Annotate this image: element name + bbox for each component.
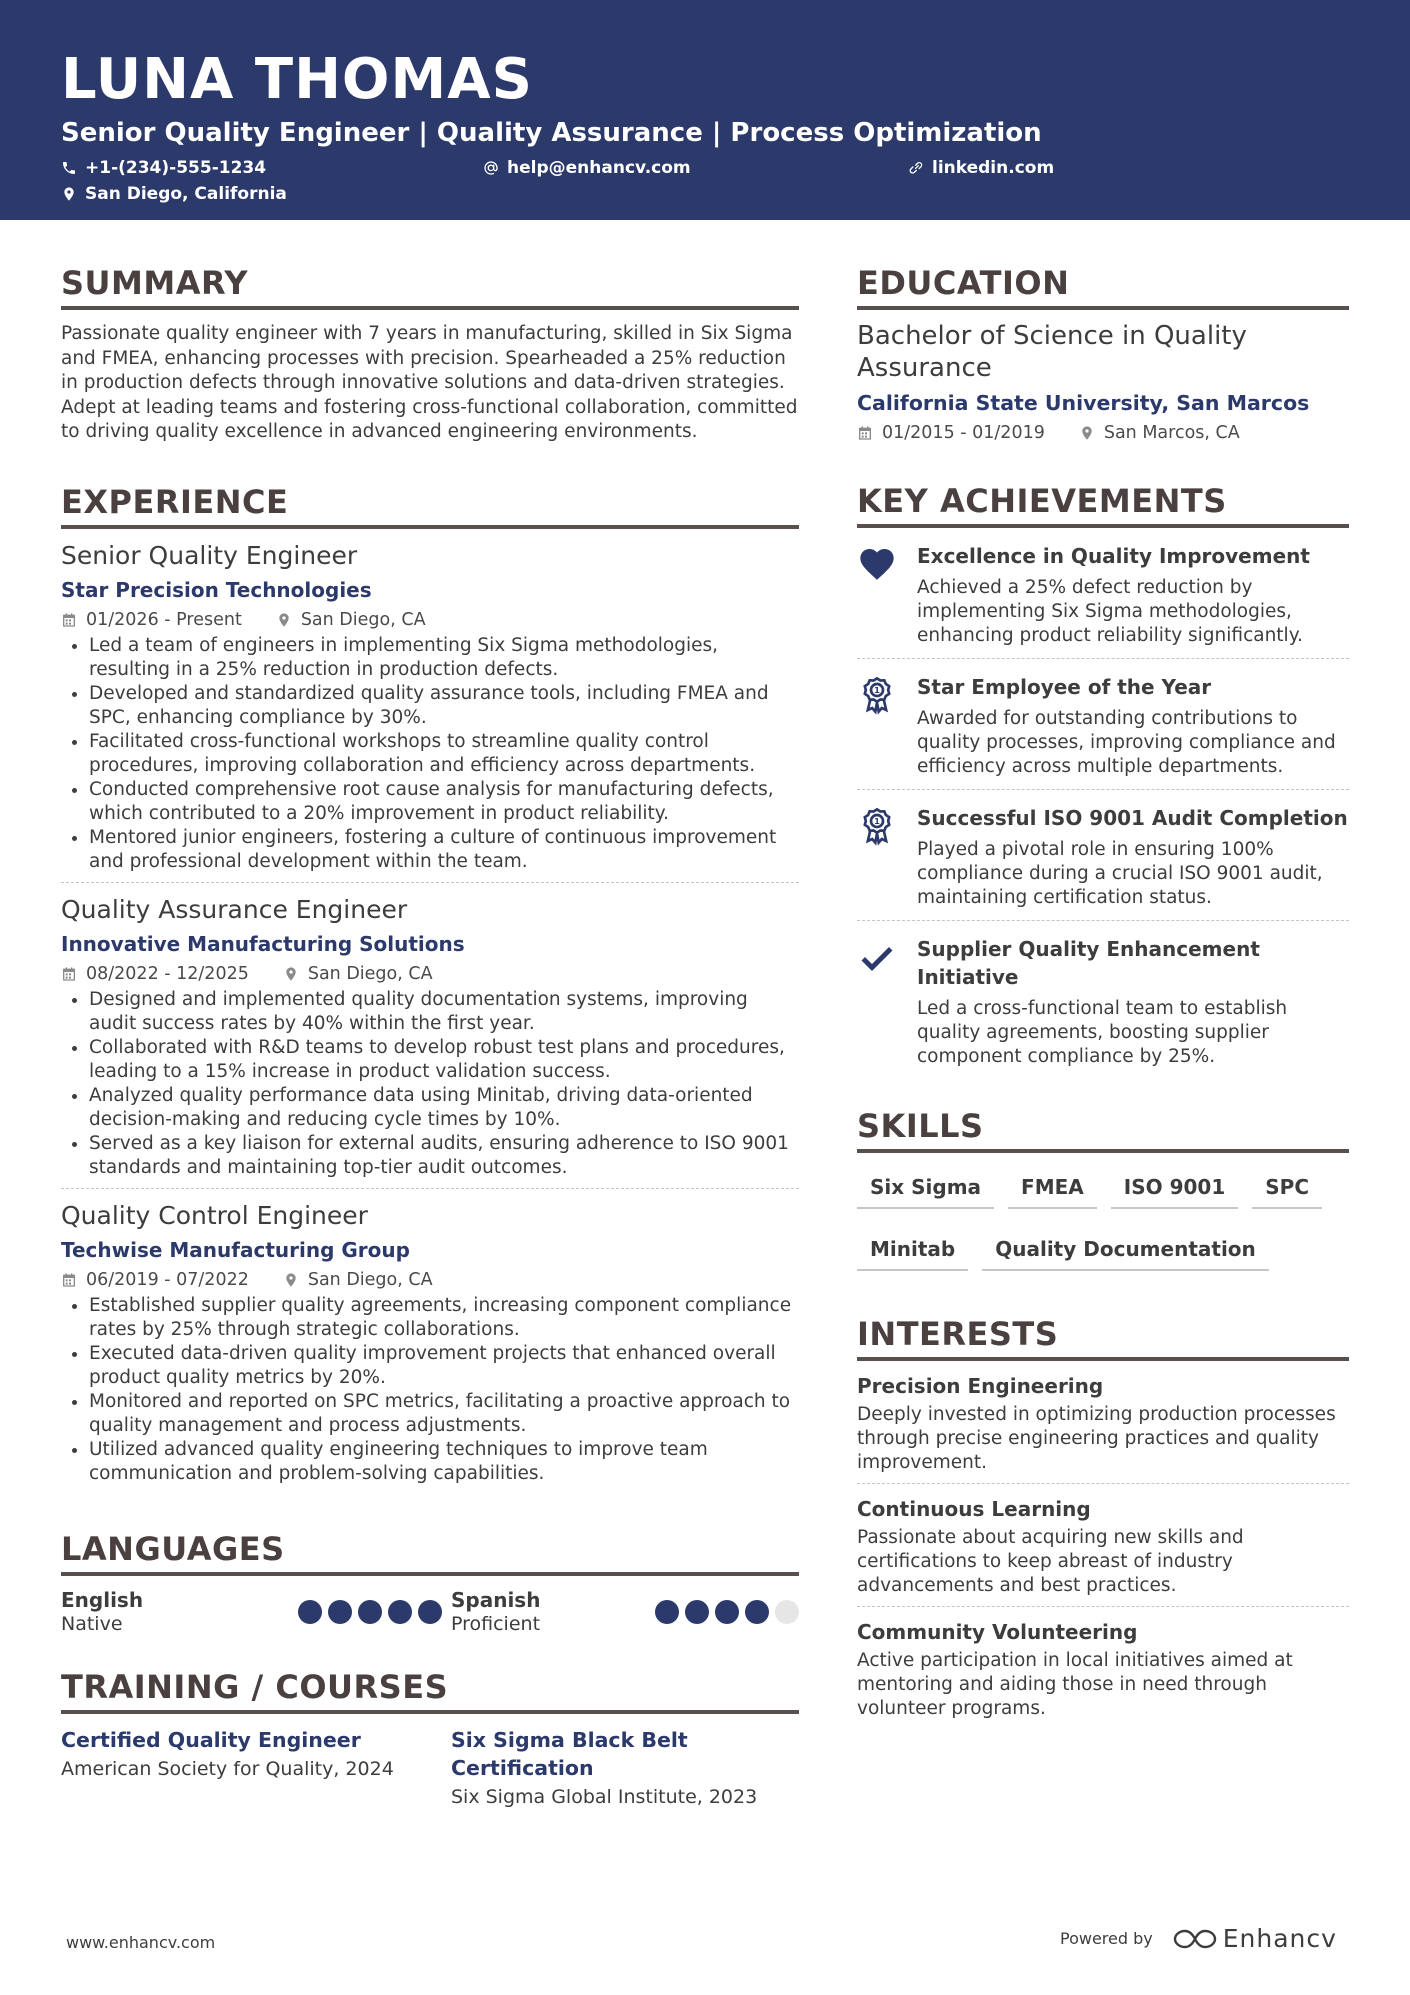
company-name: Star Precision Technologies xyxy=(61,577,372,602)
location-pin-icon xyxy=(283,1272,299,1288)
interest-desc: Passionate about acquiring new skills and certifications to keep abreast of industry advancements and best practices. xyxy=(857,1527,1244,1596)
course-org: Six Sigma Global Institute, 2023 xyxy=(451,1785,758,1808)
phone-text: +1-(234)-555-1234 xyxy=(85,158,267,178)
interest-title: Continuous Learning xyxy=(857,1497,1091,1521)
powered-by-label: Powered by xyxy=(1060,1929,1153,1948)
interests-title: INTERESTS xyxy=(857,1313,1349,1361)
skill-tag: Quality Documentation xyxy=(982,1229,1269,1271)
bullet-item: Utilized advanced quality engineering techniques to improve team communication and problem-solving capabilities. xyxy=(61,1438,799,1486)
job-dates: 08/2022 - 12/2025 xyxy=(86,963,249,984)
at-sign-icon xyxy=(483,160,499,176)
calendar-icon xyxy=(61,1272,77,1288)
skill-tag: ISO 9001 xyxy=(1111,1167,1238,1209)
bullet-item: Conducted comprehensive root cause analysis for manufacturing defects, which contributed to a 20% improvement in product reliability. xyxy=(61,778,799,826)
company-name: Techwise Manufacturing Group xyxy=(61,1237,410,1262)
svg-text:1: 1 xyxy=(874,816,880,826)
achievement-desc: Led a cross-functional team to establish quality agreements, boosting supplier component compliance by 25%. xyxy=(917,998,1288,1067)
location-pin-icon xyxy=(1079,425,1095,441)
job-dates: 01/2026 - Present xyxy=(86,609,242,630)
achievement-title: Successful ISO 9001 Audit Completion xyxy=(917,806,1348,830)
education-location: San Marcos, CA xyxy=(1103,423,1240,443)
language-level: Native xyxy=(61,1612,123,1635)
award-ribbon-icon xyxy=(857,806,897,846)
email-text: help@enhancv.com xyxy=(507,158,691,178)
svg-text:1: 1 xyxy=(874,685,880,695)
achievement-title: Supplier Quality Enhancement Initiative xyxy=(917,937,1260,989)
contact-row-2 xyxy=(61,182,1349,206)
rating-dot-filled xyxy=(358,1600,382,1624)
enhancv-logo-icon xyxy=(1173,1926,1217,1952)
rating-dot-filled xyxy=(328,1600,352,1624)
calendar-icon xyxy=(61,612,77,628)
interests-section xyxy=(857,1313,1349,1729)
location-pin-icon xyxy=(276,612,292,628)
linkedin-text: linkedin.com xyxy=(932,158,1055,178)
interest-title: Precision Engineering xyxy=(857,1374,1104,1398)
heart-icon xyxy=(857,544,897,584)
school-name: California State University, San Marcos xyxy=(857,391,1310,415)
location-text: San Diego, California xyxy=(85,184,287,204)
language-item xyxy=(451,1588,799,1636)
summary-text: Passionate quality engineer with 7 years in manufacturing, skilled in Six Sigma and FMEA, enhancing processes with precision. Spearheaded a 25% reduction in production defects through innovative solutions and data-driven strategies. Adept at leading teams and fostering cross-functional collaboration, committed to driving quality excellence in advanced engineering environments. xyxy=(61,323,798,442)
skill-tag: Minitab xyxy=(857,1229,968,1271)
rating-dot-filled xyxy=(745,1600,769,1624)
job-bullets xyxy=(61,634,799,874)
achievements-section xyxy=(857,480,1349,1079)
job-meta xyxy=(61,1267,799,1293)
languages-section xyxy=(61,1528,799,1636)
bullet-item: Served as a key liaison for external audits, ensuring adherence to ISO 9001 standards and maintaining top-tier audit outcomes. xyxy=(61,1132,799,1180)
achievement-item xyxy=(857,920,1349,1079)
achievement-desc: Awarded for outstanding contributions to quality processes, improving compliance and efficiency across multiple departments. xyxy=(917,708,1336,777)
summary-section xyxy=(61,262,799,445)
language-name: English xyxy=(61,1587,144,1612)
job-location: San Diego, CA xyxy=(300,609,426,630)
bullet-item: Facilitated cross-functional workshops to streamline quality control procedures, improving collaboration and efficiency across departments. xyxy=(61,730,799,778)
job-bullets xyxy=(61,988,799,1180)
job-entry xyxy=(61,882,799,1188)
rating-dot-filled xyxy=(298,1600,322,1624)
summary-title: SUMMARY xyxy=(61,262,799,310)
bullet-item: Designed and implemented quality documentation systems, improving audit success rates by 40% within the first year. xyxy=(61,988,799,1036)
contact-location xyxy=(61,182,287,206)
skill-tag: FMEA xyxy=(1008,1167,1097,1209)
contact-row xyxy=(61,156,1349,180)
education-title: EDUCATION xyxy=(857,262,1349,310)
company-name: Innovative Manufacturing Solutions xyxy=(61,931,465,956)
skill-tag: Six Sigma xyxy=(857,1167,994,1209)
rating-dot-filled xyxy=(655,1600,679,1624)
training-grid xyxy=(61,1726,799,1812)
education-dates: 01/2015 - 01/2019 xyxy=(882,423,1045,443)
interest-title: Community Volunteering xyxy=(857,1620,1138,1644)
header xyxy=(0,0,1410,220)
course-org: American Society for Quality, 2024 xyxy=(61,1757,394,1780)
course-title: Certified Quality Engineer xyxy=(61,1727,361,1752)
rating-dot-empty xyxy=(775,1600,799,1624)
job-dates: 06/2019 - 07/2022 xyxy=(86,1269,249,1290)
degree: Bachelor of Science in Quality Assurance xyxy=(857,321,1247,383)
interest-item xyxy=(857,1606,1349,1729)
phone-icon xyxy=(61,160,77,176)
languages-title: LANGUAGES xyxy=(61,1528,799,1576)
location-pin-icon xyxy=(283,966,299,982)
bullet-item: Mentored junior engineers, fostering a culture of continuous improvement and professional development within the team. xyxy=(61,826,799,874)
job-title: Senior Quality Engineer xyxy=(61,540,358,570)
course-item xyxy=(61,1726,451,1812)
course-title: Six Sigma Black Belt Certification xyxy=(451,1727,688,1780)
language-name: Spanish xyxy=(451,1587,541,1612)
calendar-icon xyxy=(857,425,873,441)
bullet-item: Developed and standardized quality assurance tools, including FMEA and SPC, enhancing compliance by 30%. xyxy=(61,682,799,730)
contact-linkedin[interactable] xyxy=(908,156,1054,180)
contact-email[interactable] xyxy=(483,156,908,180)
contact-phone[interactable] xyxy=(61,156,483,180)
language-rating xyxy=(298,1600,442,1636)
job-meta xyxy=(61,961,799,987)
rating-dot-filled xyxy=(418,1600,442,1624)
rating-dot-filled xyxy=(715,1600,739,1624)
language-item xyxy=(61,1588,451,1636)
training-title: TRAINING / COURSES xyxy=(61,1666,799,1714)
education-meta xyxy=(857,420,1349,446)
achievement-item xyxy=(857,789,1349,920)
training-section xyxy=(61,1666,799,1812)
brand-name: Enhancv xyxy=(1222,1924,1337,1953)
achievement-desc: Played a pivotal role in ensuring 100% compliance during a crucial ISO 9001 audit, maintaining certification status. xyxy=(917,839,1323,908)
rating-dot-filled xyxy=(685,1600,709,1624)
skills-list xyxy=(857,1167,1349,1291)
achievement-item xyxy=(857,658,1349,789)
job-meta xyxy=(61,607,799,633)
right-column xyxy=(857,262,1349,1729)
interest-item xyxy=(857,1361,1349,1483)
skills-title: SKILLS xyxy=(857,1105,1349,1153)
footer-website[interactable]: www.enhancv.com xyxy=(66,1933,216,1952)
experience-title: EXPERIENCE xyxy=(61,481,799,529)
language-rating xyxy=(655,1600,799,1636)
footer-branding xyxy=(1060,1924,1337,1953)
bullet-item: Led a team of engineers in implementing Six Sigma methodologies, resulting in a 25% reduction in production defects. xyxy=(61,634,799,682)
brand-logo[interactable] xyxy=(1173,1924,1337,1953)
bullet-item: Executed data-driven quality improvement projects that enhanced overall product quality metrics by 20%. xyxy=(61,1342,799,1390)
bullet-item: Established supplier quality agreements, increasing component compliance rates by 25% through strategic collaborations. xyxy=(61,1294,799,1342)
skills-section xyxy=(857,1105,1349,1291)
education-section xyxy=(857,262,1349,446)
job-location: San Diego, CA xyxy=(307,963,433,984)
link-icon xyxy=(908,160,924,176)
achievement-desc: Achieved a 25% defect reduction by implementing Six Sigma methodologies, enhancing product reliability significantly. xyxy=(917,577,1303,646)
bullet-item: Monitored and reported on SPC metrics, facilitating a proactive approach to quality management and process adjustments. xyxy=(61,1390,799,1438)
interest-desc: Deeply invested in optimizing production processes through precise engineering practices and quality improvement. xyxy=(857,1404,1336,1473)
tagline: Senior Quality Engineer | Quality Assurance | Process Optimization xyxy=(61,118,1042,148)
course-item xyxy=(451,1726,799,1812)
achievement-title: Excellence in Quality Improvement xyxy=(917,544,1310,568)
job-entry xyxy=(61,1188,799,1494)
bullet-item: Collaborated with R&D teams to develop robust test plans and procedures, leading to a 15% increase in product validation success. xyxy=(61,1036,799,1084)
left-column xyxy=(61,262,799,1812)
interest-desc: Active participation in local initiatives aimed at mentoring and aiding those in need through volunteer programs. xyxy=(857,1650,1293,1719)
achievement-title: Star Employee of the Year xyxy=(917,675,1212,699)
bullet-item: Analyzed quality performance data using Minitab, driving data-oriented decision-making and reducing cycle times by 10%. xyxy=(61,1084,799,1132)
language-level: Proficient xyxy=(451,1612,541,1635)
skill-tag: SPC xyxy=(1252,1167,1322,1209)
job-location: San Diego, CA xyxy=(307,1269,433,1290)
job-bullets xyxy=(61,1294,799,1486)
achievement-item xyxy=(857,528,1349,658)
experience-section xyxy=(61,481,799,1494)
languages-grid xyxy=(61,1588,799,1636)
job-title: Quality Control Engineer xyxy=(61,1200,368,1230)
award-ribbon-icon xyxy=(857,675,897,715)
location-pin-icon xyxy=(61,186,77,202)
job-entry xyxy=(61,529,799,882)
rating-dot-filled xyxy=(388,1600,412,1624)
achievements-title: KEY ACHIEVEMENTS xyxy=(857,480,1349,528)
job-title: Quality Assurance Engineer xyxy=(61,894,408,924)
interest-item xyxy=(857,1483,1349,1606)
calendar-icon xyxy=(61,966,77,982)
candidate-name: LUNA THOMAS xyxy=(61,47,533,112)
checkmark-icon xyxy=(857,937,897,977)
